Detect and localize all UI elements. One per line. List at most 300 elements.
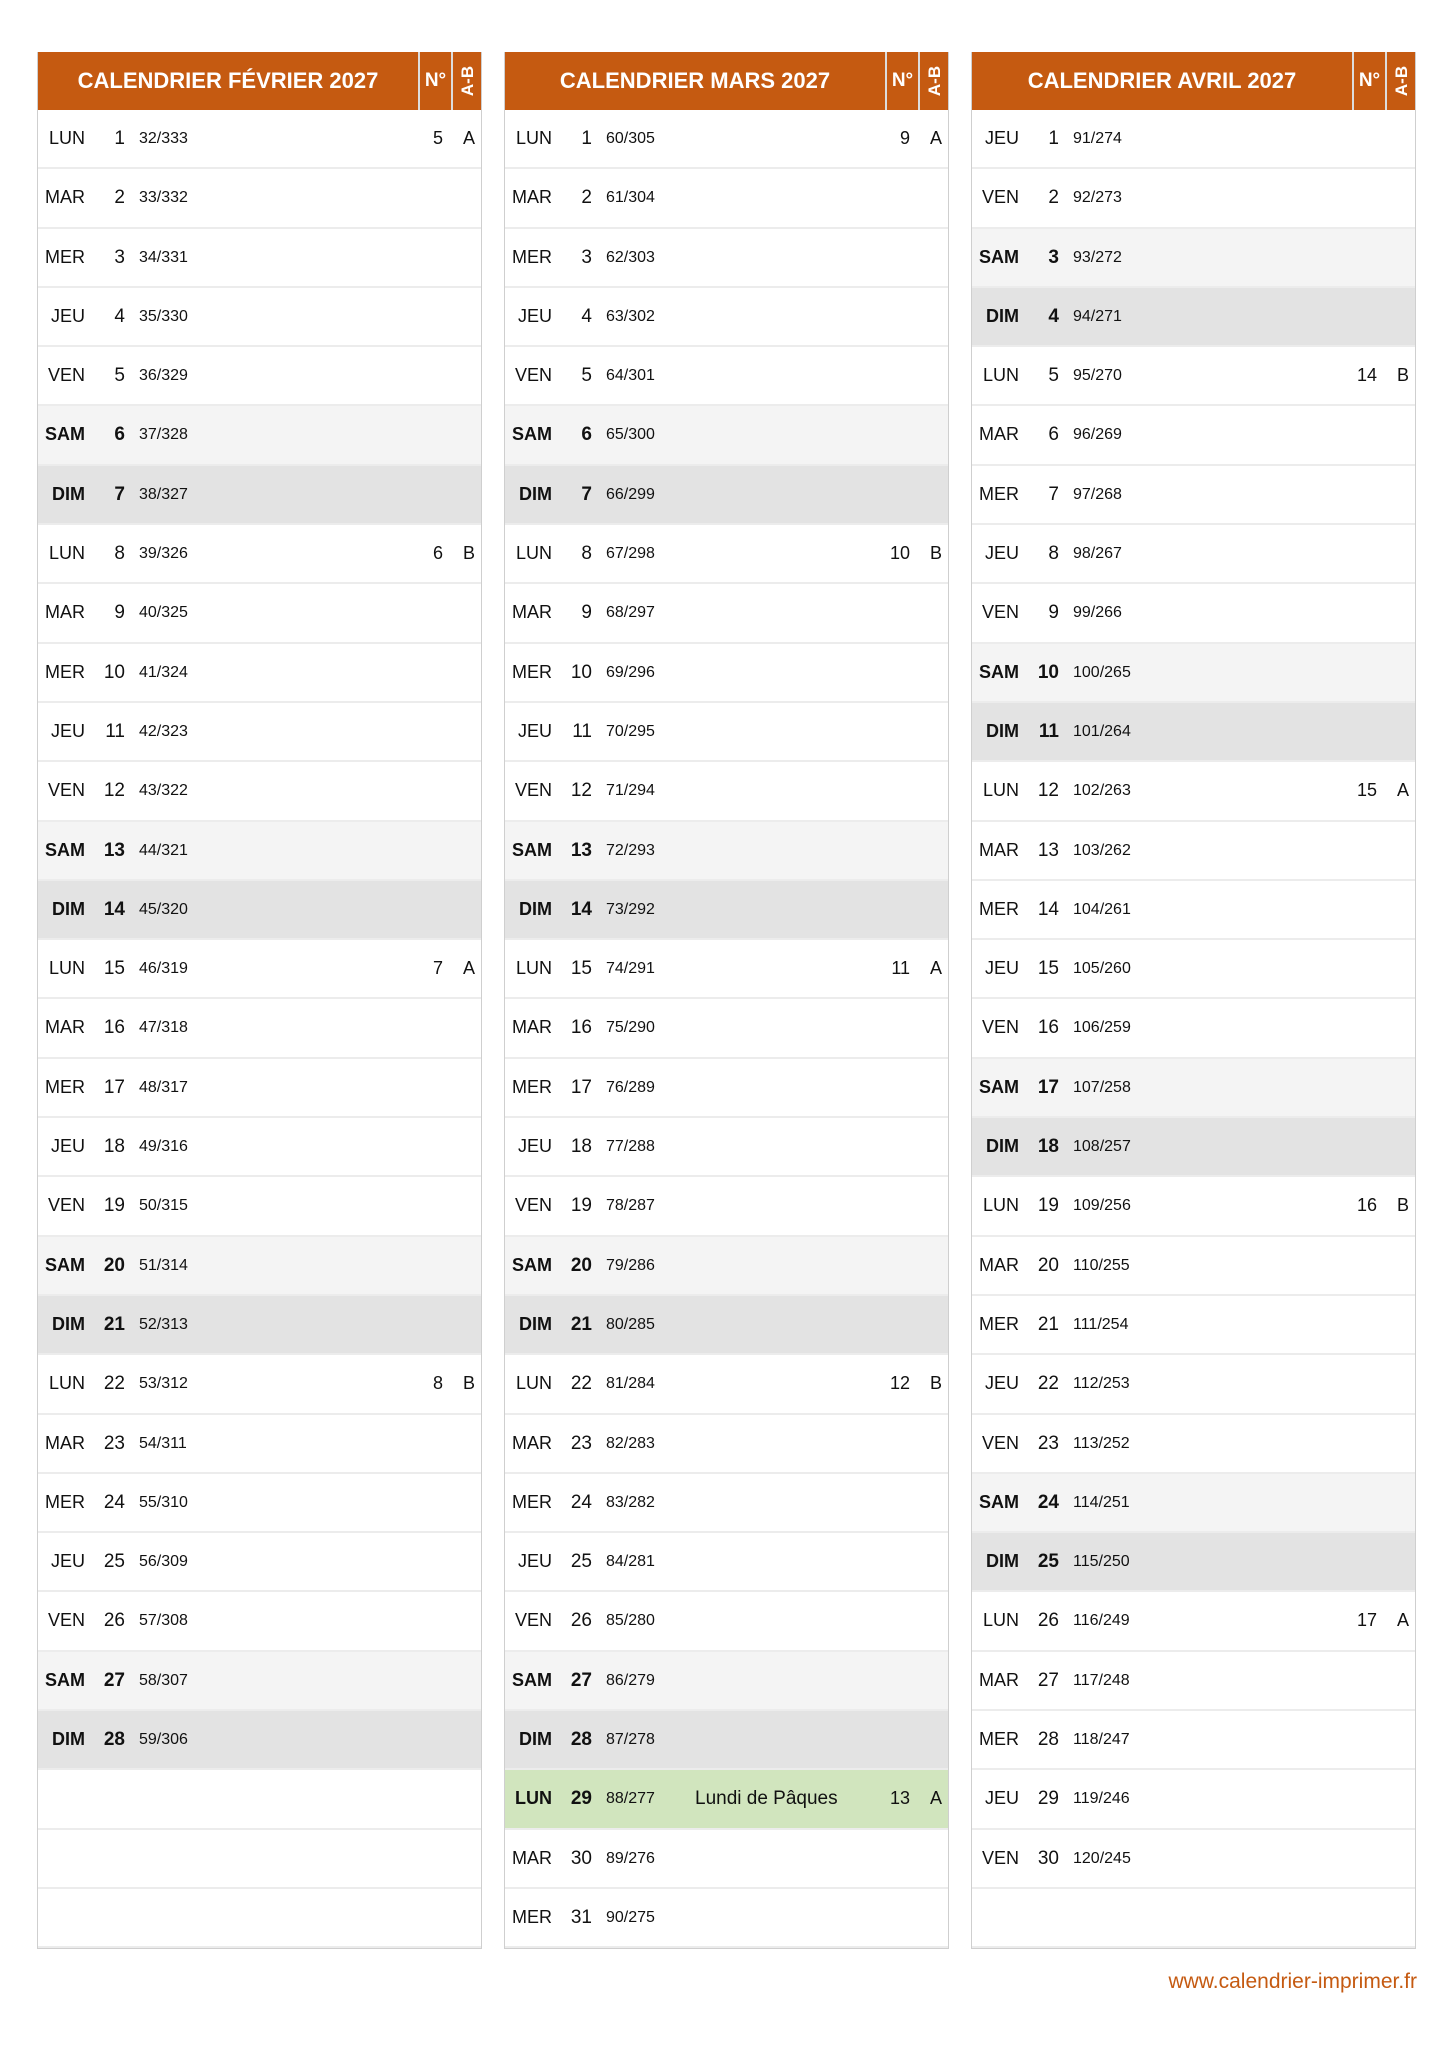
weekday: JEU	[984, 958, 1019, 979]
weekday: LUN	[982, 1610, 1019, 1631]
weekday: DIM	[986, 1136, 1019, 1157]
day-row	[505, 1770, 948, 1829]
weekday: JEU	[517, 1136, 552, 1157]
day-row	[972, 1830, 1415, 1889]
day-number: 30	[1037, 1847, 1059, 1869]
day-row	[38, 1355, 481, 1414]
day-number: 4	[581, 305, 592, 327]
day-number: 5	[581, 365, 592, 387]
week-number: 14	[1356, 365, 1377, 386]
weekday: MAR	[979, 424, 1019, 445]
day-row	[972, 1592, 1415, 1651]
day-row	[505, 169, 948, 228]
day-number: 6	[114, 424, 125, 446]
weekday: MER	[45, 1076, 85, 1097]
day-row	[972, 1118, 1415, 1177]
day-of-year: 79/286	[606, 1256, 655, 1274]
day-number: 7	[1048, 483, 1059, 505]
day-row	[38, 822, 481, 881]
day-of-year: 107/258	[1073, 1078, 1131, 1096]
ab-week: B	[462, 1373, 475, 1394]
day-number: 22	[570, 1373, 592, 1395]
day-of-year: 62/303	[606, 248, 655, 266]
weekday: LUN	[515, 128, 552, 148]
day-number: 14	[103, 898, 125, 920]
week-number: 13	[889, 1788, 910, 1809]
weekday: VEN	[981, 1847, 1019, 1868]
day-of-year: 44/321	[139, 841, 188, 859]
weekday: SAM	[979, 246, 1019, 267]
weekday: JEU	[517, 1551, 552, 1572]
day-number: 26	[570, 1610, 592, 1632]
day-of-year: 36/329	[139, 367, 188, 385]
day-row	[972, 1652, 1415, 1711]
weekday: LUN	[982, 780, 1019, 801]
day-of-year: 116/249	[1073, 1612, 1130, 1630]
day-number: 2	[114, 187, 125, 209]
day-of-year: 41/324	[139, 663, 188, 681]
day-number: 12	[1037, 780, 1059, 802]
weekday: SAM	[512, 839, 552, 860]
day-of-year: 101/264	[1073, 722, 1131, 740]
day-row	[972, 1237, 1415, 1296]
weekday: MER	[512, 661, 552, 682]
day-number: 2	[1048, 187, 1059, 209]
day-row	[972, 1177, 1415, 1236]
day-number: 25	[570, 1551, 592, 1573]
weekday: MER	[45, 246, 85, 267]
ab-week: B	[929, 543, 942, 564]
day-of-year: 92/273	[1073, 189, 1122, 207]
day-row	[505, 466, 948, 525]
day-number: 3	[581, 246, 592, 268]
day-row	[38, 288, 481, 347]
day-row	[38, 999, 481, 1058]
weekday: JEU	[50, 1551, 85, 1572]
day-of-year: 66/299	[606, 485, 655, 503]
day-number: 24	[1037, 1491, 1059, 1513]
day-of-year: 64/301	[606, 367, 655, 385]
day-of-year: 46/319	[139, 960, 188, 978]
day-of-year: 43/322	[139, 782, 188, 800]
day-row	[38, 406, 481, 465]
day-number: 18	[1037, 1136, 1059, 1158]
weekday: SAM	[512, 1254, 552, 1275]
weekday: LUN	[982, 365, 1019, 386]
day-of-year: 108/257	[1073, 1138, 1131, 1156]
ab-week: B	[929, 1373, 942, 1394]
day-of-year: 35/330	[139, 307, 188, 325]
day-number: 9	[581, 602, 592, 624]
ab-week: A	[1396, 780, 1409, 801]
day-row	[38, 169, 481, 228]
day-number: 14	[1037, 898, 1059, 920]
day-number: 20	[570, 1254, 592, 1276]
week-number: 8	[432, 1373, 443, 1394]
day-of-year: 55/310	[139, 1493, 188, 1511]
day-number: 24	[103, 1491, 125, 1513]
day-number: 27	[570, 1669, 592, 1691]
day-of-year: 100/265	[1073, 663, 1131, 681]
day-row	[38, 1237, 481, 1296]
empty-row	[972, 1889, 1415, 1948]
day-of-year: 32/333	[139, 130, 188, 147]
weekday: LUN	[48, 958, 85, 979]
day-row	[505, 288, 948, 347]
day-row	[972, 406, 1415, 465]
weekday: SAM	[512, 1669, 552, 1690]
weekday: JEU	[50, 720, 85, 741]
weekday: DIM	[519, 898, 552, 919]
day-row	[972, 1770, 1415, 1829]
day-number: 10	[1037, 661, 1059, 683]
day-of-year: 45/320	[139, 900, 188, 918]
day-of-year: 60/305	[606, 130, 655, 147]
day-of-year: 89/276	[606, 1849, 655, 1867]
day-of-year: 76/289	[606, 1078, 655, 1096]
ab-week-label: A-B	[924, 65, 944, 97]
day-of-year: 106/259	[1073, 1019, 1131, 1037]
day-number: 25	[1037, 1551, 1059, 1573]
day-of-year: 69/296	[606, 663, 655, 681]
weekday: DIM	[519, 1313, 552, 1334]
day-row	[38, 644, 481, 703]
weekday: LUN	[48, 543, 85, 564]
day-row	[972, 1296, 1415, 1355]
day-row	[38, 584, 481, 643]
day-of-year: 73/292	[606, 900, 655, 918]
week-number: 16	[1356, 1195, 1377, 1216]
weekday: LUN	[48, 128, 85, 148]
day-number: 3	[1048, 246, 1059, 268]
month-table	[37, 52, 482, 1949]
day-of-year: 84/281	[606, 1553, 655, 1571]
weekday: VEN	[514, 1195, 552, 1216]
day-row	[505, 881, 948, 940]
week-number-header: N°	[1352, 52, 1385, 110]
day-row	[38, 110, 481, 169]
day-number: 11	[572, 720, 592, 742]
day-row	[972, 703, 1415, 762]
weekday: JEU	[984, 1373, 1019, 1394]
day-row	[972, 999, 1415, 1058]
week-number: 7	[432, 958, 443, 979]
weekday: MAR	[45, 187, 85, 208]
empty-row	[38, 1770, 481, 1829]
weekday: VEN	[514, 1610, 552, 1631]
weekday: DIM	[986, 720, 1019, 741]
day-number: 23	[1037, 1432, 1059, 1454]
week-number-header: N°	[418, 52, 451, 110]
weekday: SAM	[45, 424, 85, 445]
day-of-year: 83/282	[606, 1493, 655, 1511]
day-number: 15	[1037, 958, 1059, 980]
ab-week-header	[451, 52, 482, 110]
weekday: JEU	[984, 1788, 1019, 1809]
day-number: 12	[570, 780, 592, 802]
day-of-year: 42/323	[139, 722, 188, 740]
day-of-year: 103/262	[1073, 841, 1131, 859]
weekday: SAM	[979, 1076, 1019, 1097]
day-number: 12	[103, 780, 125, 802]
weekday: VEN	[47, 780, 85, 801]
day-of-year: 91/274	[1073, 130, 1122, 147]
weekday: SAM	[512, 424, 552, 445]
day-number: 29	[570, 1788, 592, 1810]
day-number: 20	[1037, 1254, 1059, 1276]
ab-week: B	[462, 543, 475, 564]
month-header	[505, 52, 948, 110]
month-header	[38, 52, 481, 110]
month-title: CALENDRIER MARS 2027	[559, 68, 831, 93]
day-row	[505, 1059, 948, 1118]
weekday: MER	[45, 1491, 85, 1512]
day-row	[38, 1474, 481, 1533]
week-number-header: N°	[885, 52, 918, 110]
ab-week: A	[1396, 1610, 1409, 1631]
empty-row	[38, 1889, 481, 1948]
day-of-year: 78/287	[606, 1197, 655, 1215]
week-number: 10	[889, 543, 910, 564]
day-of-year: 65/300	[606, 426, 655, 444]
day-of-year: 34/331	[139, 248, 188, 266]
day-of-year: 48/317	[139, 1078, 188, 1096]
day-row	[505, 1237, 948, 1296]
weekday: JEU	[517, 720, 552, 741]
weekday: LUN	[982, 1195, 1019, 1216]
day-of-year: 119/246	[1073, 1790, 1130, 1808]
weekday: DIM	[52, 898, 85, 919]
day-of-year: 85/280	[606, 1612, 655, 1630]
day-number: 18	[570, 1136, 592, 1158]
ab-week: B	[1396, 365, 1409, 386]
day-number: 28	[103, 1729, 125, 1751]
day-row	[505, 1177, 948, 1236]
day-number: 19	[1037, 1195, 1059, 1217]
day-of-year: 50/315	[139, 1197, 188, 1215]
ab-week: A	[929, 128, 942, 148]
month-table	[504, 52, 949, 1949]
day-number: 23	[103, 1432, 125, 1454]
day-of-year: 49/316	[139, 1138, 188, 1156]
weekday: MER	[979, 483, 1019, 504]
week-number: 17	[1356, 1610, 1377, 1631]
day-row	[505, 822, 948, 881]
day-of-year: 95/270	[1073, 367, 1122, 385]
day-number: 24	[570, 1491, 592, 1513]
ab-week: A	[929, 958, 942, 979]
day-of-year: 86/279	[606, 1671, 655, 1689]
day-of-year: 75/290	[606, 1019, 655, 1037]
day-number: 19	[570, 1195, 592, 1217]
day-number: 3	[114, 246, 125, 268]
weekday: JEU	[984, 543, 1019, 564]
ab-week-header	[1385, 52, 1416, 110]
day-number: 6	[1048, 424, 1059, 446]
day-number: 8	[581, 543, 592, 565]
day-row	[38, 1296, 481, 1355]
day-of-year: 71/294	[606, 782, 655, 800]
weekday: MAR	[512, 187, 552, 208]
weekday: MAR	[979, 839, 1019, 860]
day-row	[38, 1592, 481, 1651]
day-of-year: 74/291	[606, 960, 655, 978]
day-row	[38, 1118, 481, 1177]
ab-week-header	[918, 52, 949, 110]
day-row	[505, 110, 948, 169]
weekday: JEU	[50, 1136, 85, 1157]
day-row	[505, 1296, 948, 1355]
weekday: MER	[512, 1906, 552, 1927]
day-of-year: 54/311	[139, 1434, 187, 1452]
day-row	[972, 347, 1415, 406]
day-of-year: 96/269	[1073, 426, 1122, 444]
day-of-year: 81/284	[606, 1375, 655, 1393]
weekday: MER	[512, 1076, 552, 1097]
day-number: 27	[103, 1669, 125, 1691]
day-row	[972, 229, 1415, 288]
day-row	[505, 1533, 948, 1592]
day-number: 7	[114, 483, 125, 505]
ab-week: A	[462, 128, 475, 148]
month-title: CALENDRIER AVRIL 2027	[1027, 68, 1297, 93]
day-number: 4	[114, 305, 125, 327]
day-number: 18	[103, 1136, 125, 1158]
week-number: 12	[889, 1373, 910, 1394]
weekday: DIM	[519, 1729, 552, 1750]
day-number: 15	[103, 958, 125, 980]
day-number: 1	[114, 128, 125, 149]
day-row	[505, 1711, 948, 1770]
weekday: LUN	[48, 1373, 85, 1394]
day-row	[505, 1118, 948, 1177]
weekday: JEU	[517, 305, 552, 326]
day-row	[972, 1533, 1415, 1592]
day-number: 9	[1048, 602, 1059, 624]
month-title: CALENDRIER FÉVRIER 2027	[77, 68, 379, 93]
website-link[interactable]: www.calendrier-imprimer.fr	[1168, 1970, 1417, 1993]
day-row	[38, 762, 481, 821]
day-number: 1	[1048, 128, 1059, 149]
day-row	[972, 525, 1415, 584]
day-number: 20	[103, 1254, 125, 1276]
weekday: MER	[979, 1313, 1019, 1334]
weekday: MAR	[45, 602, 85, 623]
weekday: SAM	[45, 1254, 85, 1275]
day-number: 29	[1037, 1788, 1059, 1810]
day-number: 13	[570, 839, 592, 861]
day-row	[505, 229, 948, 288]
day-of-year: 82/283	[606, 1434, 655, 1452]
day-row	[38, 703, 481, 762]
day-number: 17	[1037, 1076, 1059, 1098]
day-number: 26	[103, 1610, 125, 1632]
day-of-year: 94/271	[1073, 307, 1122, 325]
day-number: 13	[103, 839, 125, 861]
weekday: SAM	[45, 1669, 85, 1690]
day-of-year: 38/327	[139, 485, 188, 503]
day-of-year: 57/308	[139, 1612, 188, 1630]
day-number: 7	[581, 483, 592, 505]
day-row	[972, 1474, 1415, 1533]
day-number: 1	[581, 128, 592, 149]
day-row	[972, 1415, 1415, 1474]
weekday: MER	[45, 661, 85, 682]
week-number: 11	[891, 958, 910, 979]
day-number: 2	[581, 187, 592, 209]
day-of-year: 113/252	[1073, 1434, 1130, 1452]
day-of-year: 111/254	[1073, 1315, 1129, 1333]
day-number: 17	[103, 1076, 125, 1098]
weekday: MAR	[512, 1432, 552, 1453]
empty-row	[38, 1830, 481, 1889]
week-number: 9	[899, 128, 910, 148]
ab-week: B	[1396, 1195, 1409, 1216]
day-number: 5	[114, 365, 125, 387]
weekday: MER	[512, 246, 552, 267]
day-row	[505, 644, 948, 703]
day-row	[505, 762, 948, 821]
day-row	[972, 822, 1415, 881]
day-of-year: 115/250	[1073, 1553, 1130, 1571]
day-of-year: 114/251	[1073, 1493, 1130, 1511]
day-row	[38, 525, 481, 584]
day-of-year: 120/245	[1073, 1849, 1131, 1867]
day-row	[505, 1889, 948, 1948]
day-of-year: 90/275	[606, 1908, 655, 1926]
day-row	[972, 110, 1415, 169]
day-number: 21	[570, 1313, 592, 1335]
weekday: MAR	[979, 1669, 1019, 1690]
day-row	[38, 229, 481, 288]
day-of-year: 52/313	[139, 1315, 188, 1333]
weekday: JEU	[50, 305, 85, 326]
day-of-year: 77/288	[606, 1138, 655, 1156]
ab-week-label: A-B	[457, 65, 477, 97]
day-of-year: 98/267	[1073, 545, 1122, 563]
day-number: 25	[103, 1551, 125, 1573]
day-of-year: 56/309	[139, 1553, 188, 1571]
day-of-year: 102/263	[1073, 782, 1131, 800]
day-of-year: 110/255	[1073, 1256, 1130, 1274]
day-of-year: 87/278	[606, 1731, 655, 1749]
day-row	[38, 940, 481, 999]
weekday: LUN	[515, 958, 552, 979]
weekday: VEN	[47, 1195, 85, 1216]
day-number: 27	[1037, 1669, 1059, 1691]
day-of-year: 117/248	[1073, 1671, 1130, 1689]
day-of-year: 112/253	[1073, 1375, 1130, 1393]
day-number: 31	[570, 1906, 592, 1928]
day-row	[505, 1415, 948, 1474]
day-number: 9	[114, 602, 125, 624]
day-number: 22	[1037, 1373, 1059, 1395]
day-number: 11	[1038, 720, 1059, 742]
day-row	[505, 940, 948, 999]
day-number: 11	[105, 720, 125, 742]
day-row	[505, 1830, 948, 1889]
day-row	[38, 1177, 481, 1236]
weekday: JEU	[984, 128, 1019, 148]
month-header	[972, 52, 1415, 110]
weekday: LUN	[515, 1788, 552, 1809]
weekday: MER	[979, 1729, 1019, 1750]
day-of-year: 70/295	[606, 722, 655, 740]
day-number: 16	[570, 1017, 592, 1039]
day-number: 6	[581, 424, 592, 446]
day-of-year: 37/328	[139, 426, 188, 444]
day-number: 4	[1048, 305, 1059, 327]
